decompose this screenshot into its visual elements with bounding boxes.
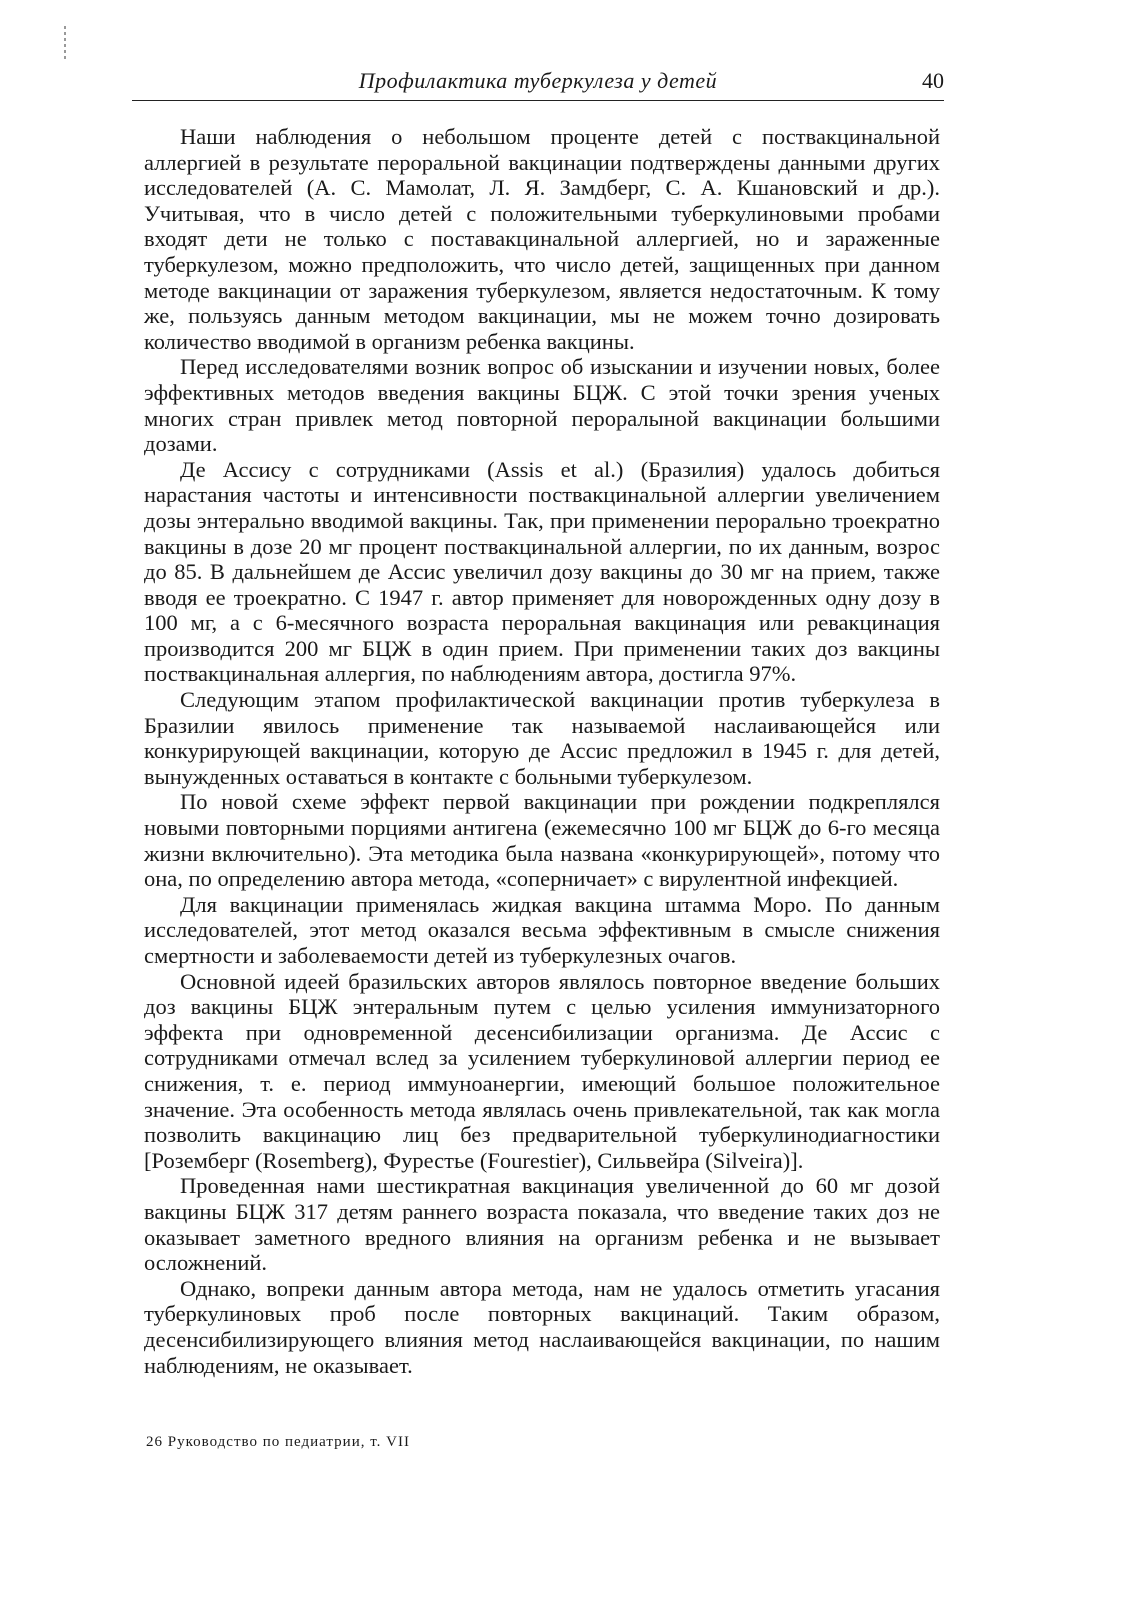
body-text [144, 124, 940, 1378]
scan-artifact [64, 26, 66, 60]
paragraph-3: Де Ассису с сотрудниками (Assis et al.) (Бразилия) удалось добиться нарастания частоты и интенсивности поствакцинальной аллергии увеличением дозы энтерально вводимой вакцины. Так, при применении перорально троекратно вакцины в дозе 20 мг процент поствакцинальной аллергии, по их данным, возрос до 85. В дальнейшем де Ассис увеличил дозу вакцины до 30 мг на прием, также вводя ее троекратно. С 1947 г. автор применяет для новорожденных одну дозу в 100 мг, а с 6-месячного возраста пероральная вакцинация или ревакцинация производится 200 мг БЦЖ в один прием. При применении таких доз вакцины поствакцинальная аллергия, по наблюдениям автора, достигла 97%. [144, 456, 940, 687]
signature-footnote: 26 Руководство по педиатрии, т. VII [146, 1434, 410, 1450]
paragraph-5: По новой схеме эффект первой вакцинации при рождении подкреплялся новыми повторными порциями антигена (ежемесячно 100 мг БЦЖ до 6-го месяца жизни включительно). Эта методика была названа «конкурирующей», потому что она, по определению автора метода, «соперничает» с вирулентной инфекцией. [144, 789, 940, 892]
paragraph-8: Проведенная нами шестикратная вакцинация увеличенной до 60 мг дозой вакцины БЦЖ 317 детям раннего возраста показала, что введение таких доз не оказывает заметного вредного влияния на организм ребенка и не вызывает осложнений. [144, 1173, 940, 1276]
paragraph-7: Основной идеей бразильских авторов являлось повторное введение больших доз вакцины БЦЖ энтеральным путем с целью усиления иммунизаторного эффекта при одновременной десенсибилизации организма. Де Ассис с сотрудниками отмечал вслед за усилением туберкулиновой аллергии период ее снижения, т. е. период иммуноанергии, имеющий большое положительное значение. Эта особенность метода являлась очень привлекательной, так как могла позволить вакцинацию лиц без предварительной туберкулинодиагностики [Роземберг (Rosemberg), Фурестье (Fourestier), Сильвейра (Silveira)]. [144, 968, 940, 1173]
running-title: Профилактика туберкулеза у детей [358, 68, 718, 93]
page-number: 40 [922, 68, 944, 93]
paragraph-1: Наши наблюдения о небольшом проценте детей с поствакцинальной аллергией в результате пероральной вакцинации подтверждены данными других исследователей (А. С. Мамолат, Л. Я. Замдберг, С. А. Кшановский и др.). Учитывая, что в число детей с положительными туберкулиновыми пробами входят дети не только с поставакцинальной аллергией, но и зараженные туберкулезом, можно предположить, что число детей, защищенных при данном методе вакцинации от заражения туберкулезом, является недостаточным. К тому же, пользуясь данным методом вакцинации, мы не можем точно дозировать количество вводимой в организм ребенка вакцины. [144, 124, 940, 354]
page-header [132, 66, 944, 101]
paragraph-6: Для вакцинации применялась жидкая вакцина штамма Моро. По данным исследователей, этот метод оказался весьма эффективным в смысле снижения смертности и заболеваемости детей из туберкулезных очагов. [144, 891, 940, 968]
paragraph-9: Однако, вопреки данным автора метода, нам не удалось отметить угасания туберкулиновых проб после повторных вакцинаций. Таким образом, десенсибилизирующего влияния метод наслаивающейся вакцинации, по нашим наблюдениям, не оказывает. [144, 1275, 940, 1378]
paragraph-2: Перед исследователями возник вопрос об изыскании и изучении новых, более эффективных методов введения вакцины БЦЖ. С этой точки зрения ученых многих стран привлек метод повторной пероралыной вакцинации большими дозами. [144, 354, 940, 457]
paragraph-4: Следующим этапом профилактической вакцинации против туберкулеза в Бразилии явилось применение так называемой наслаивающейся или конкурирующей вакцинации, которую де Ассис предложил в 1945 г. для детей, вынужденных оставаться в контакте с больными туберкулезом. [144, 687, 940, 789]
